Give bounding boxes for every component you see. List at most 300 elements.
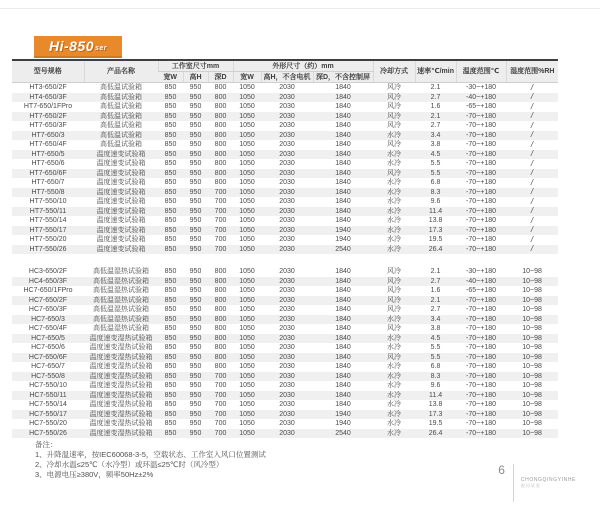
cell-ext-width: 1050 bbox=[239, 315, 255, 323]
cell-humidity-range: / bbox=[530, 225, 534, 235]
cell-ext-width: 1050 bbox=[239, 150, 255, 158]
cell-ext-height: 2030 bbox=[279, 315, 295, 323]
table-row bbox=[12, 296, 558, 306]
header-humidity-range: 湿度范围%RH bbox=[506, 60, 558, 83]
cell-model: HT7-550/20 bbox=[29, 236, 67, 244]
cell-model: HT7-550/11 bbox=[29, 207, 67, 215]
cell-product-name: 温度速变试验箱 bbox=[96, 169, 146, 177]
cell-temp-range: -70~+180 bbox=[466, 188, 497, 196]
cell-cooling-method: 水冷 bbox=[387, 363, 402, 371]
cell-cooling-method: 水冷 bbox=[387, 217, 402, 225]
cell-chamber-width: 850 bbox=[164, 325, 177, 333]
cell-product-name: 温度速变试验箱 bbox=[96, 217, 146, 225]
cell-model: HC4-650/3F bbox=[28, 277, 68, 285]
cell-ext-width: 1050 bbox=[239, 391, 255, 399]
cell-chamber-height: 950 bbox=[189, 268, 202, 276]
footnotes-title: 备注： bbox=[35, 440, 58, 449]
cell-chamber-width: 850 bbox=[164, 344, 177, 352]
cell-temp-range: -70~+180 bbox=[466, 122, 497, 130]
cell-ext-width: 1050 bbox=[239, 103, 255, 111]
cell-chamber-width: 850 bbox=[164, 353, 177, 361]
table-row bbox=[12, 267, 558, 277]
cell-chamber-width: 850 bbox=[164, 287, 177, 295]
page-number: 6 bbox=[498, 463, 505, 477]
cell-chamber-height: 950 bbox=[189, 287, 202, 295]
cell-chamber-width: 850 bbox=[164, 122, 177, 130]
table-row bbox=[12, 178, 558, 188]
cell-rate: 3.8 bbox=[430, 325, 441, 333]
cell-model: HC7-550/26 bbox=[29, 429, 67, 437]
cell-ext-height: 2030 bbox=[279, 141, 295, 149]
cell-model: HT7-550/17 bbox=[29, 226, 67, 234]
cell-ext-width: 1050 bbox=[239, 226, 255, 234]
cell-product-name: 温度速变试验箱 bbox=[96, 207, 146, 215]
cell-humidity-range: 10~98 bbox=[522, 325, 542, 333]
cell-temp-range: -40~+180 bbox=[466, 277, 497, 285]
cell-cooling-method: 风冷 bbox=[387, 122, 402, 130]
cell-temp-range: -40~+180 bbox=[466, 93, 497, 101]
cell-model: HT7-650/6F bbox=[29, 169, 67, 177]
cell-ext-depth: 1840 bbox=[335, 103, 351, 111]
cell-product-name: 高低温试验箱 bbox=[100, 131, 142, 139]
cell-cooling-method: 水冷 bbox=[387, 344, 402, 352]
cell-model: HC7-550/10 bbox=[29, 382, 67, 390]
cell-ext-width: 1050 bbox=[239, 363, 255, 371]
cell-product-name: 高低温湿热试验箱 bbox=[93, 306, 149, 314]
cell-chamber-depth: 700 bbox=[214, 207, 227, 215]
cell-chamber-depth: 800 bbox=[214, 296, 227, 304]
cell-humidity-range: / bbox=[530, 178, 534, 187]
cell-model: HT3-650/2F bbox=[29, 84, 67, 92]
cell-chamber-height: 950 bbox=[189, 150, 202, 158]
cell-chamber-depth: 700 bbox=[214, 410, 227, 418]
cell-temp-range: -70~+180 bbox=[466, 325, 497, 333]
cell-model: HT7-550/8 bbox=[31, 188, 65, 196]
cell-temp-range: -70~+180 bbox=[466, 141, 497, 149]
table-row bbox=[12, 207, 558, 217]
cell-chamber-width: 850 bbox=[164, 315, 177, 323]
cell-rate: 5.5 bbox=[430, 353, 441, 361]
cell-rate: 3.4 bbox=[430, 315, 441, 323]
cell-model: HC7-550/8 bbox=[31, 372, 65, 380]
table-row bbox=[12, 150, 558, 160]
cell-ext-depth: 1840 bbox=[335, 207, 351, 215]
cell-chamber-depth: 800 bbox=[214, 353, 227, 361]
cell-cooling-method: 水冷 bbox=[387, 131, 402, 139]
cell-cooling-method: 风冷 bbox=[387, 287, 402, 295]
cell-ext-width: 1050 bbox=[239, 410, 255, 418]
cell-cooling-method: 风冷 bbox=[387, 112, 402, 120]
cell-ext-height: 2030 bbox=[279, 353, 295, 361]
cell-model: HT7-650/4F bbox=[29, 141, 67, 149]
header-chamber-depth: 深D bbox=[208, 72, 233, 83]
cell-chamber-width: 850 bbox=[164, 141, 177, 149]
cell-ext-depth: 1840 bbox=[335, 217, 351, 225]
cell-product-name: 温度速变试验箱 bbox=[96, 179, 146, 187]
cell-cooling-method: 水冷 bbox=[387, 315, 402, 323]
page-footer bbox=[498, 464, 576, 502]
cell-ext-depth: 1840 bbox=[335, 93, 351, 101]
table-header bbox=[12, 60, 558, 83]
cell-model: HC7-650/6F bbox=[28, 353, 68, 361]
cell-ext-width: 1050 bbox=[239, 160, 255, 168]
cell-temp-range: -70~+180 bbox=[466, 382, 497, 390]
cell-ext-depth: 2540 bbox=[335, 429, 351, 437]
cell-ext-depth: 1840 bbox=[335, 150, 351, 158]
cell-rate: 26.4 bbox=[428, 245, 443, 253]
cell-chamber-height: 950 bbox=[189, 306, 202, 314]
cell-chamber-width: 850 bbox=[164, 84, 177, 92]
cell-chamber-width: 850 bbox=[164, 236, 177, 244]
cell-ext-height: 2030 bbox=[279, 217, 295, 225]
cell-ext-height: 2030 bbox=[279, 287, 295, 295]
cell-model: HT7-550/26 bbox=[29, 245, 67, 253]
cell-ext-height: 2030 bbox=[279, 188, 295, 196]
cell-humidity-range: 10~98 bbox=[522, 277, 542, 285]
cell-model: HC7-650/3F bbox=[28, 306, 68, 314]
cell-cooling-method: 风冷 bbox=[387, 306, 402, 314]
cell-rate: 17.3 bbox=[428, 410, 443, 418]
cell-ext-width: 1050 bbox=[239, 141, 255, 149]
table-row bbox=[12, 315, 558, 325]
spec-table-container bbox=[12, 59, 558, 438]
cell-model: HT7-650/3F bbox=[29, 122, 67, 130]
cell-chamber-height: 950 bbox=[189, 169, 202, 177]
cell-chamber-width: 850 bbox=[164, 429, 177, 437]
table-row bbox=[12, 93, 558, 103]
cell-humidity-range: 10~98 bbox=[522, 420, 542, 428]
cell-ext-depth: 1840 bbox=[335, 160, 351, 168]
cell-ext-height: 2030 bbox=[279, 160, 295, 168]
cell-ext-width: 1050 bbox=[239, 245, 255, 253]
table-row bbox=[12, 226, 558, 236]
cell-humidity-range: 10~98 bbox=[522, 268, 542, 276]
cell-temp-range: -70~+180 bbox=[466, 131, 497, 139]
cell-model: HC7-650/7 bbox=[31, 363, 65, 371]
cell-chamber-depth: 700 bbox=[214, 391, 227, 399]
cell-temp-range: -70~+180 bbox=[466, 236, 497, 244]
cell-chamber-depth: 700 bbox=[214, 198, 227, 206]
cell-product-name: 温度速变湿热试验箱 bbox=[89, 429, 153, 437]
cell-product-name: 温度速变试验箱 bbox=[96, 245, 146, 253]
cell-ext-width: 1050 bbox=[239, 169, 255, 177]
cell-cooling-method: 风冷 bbox=[387, 325, 402, 333]
cell-chamber-height: 950 bbox=[189, 207, 202, 215]
cell-rate: 3.4 bbox=[430, 131, 441, 139]
cell-product-name: 温度速变试验箱 bbox=[96, 236, 146, 244]
table-row bbox=[12, 131, 558, 141]
cell-ext-depth: 1840 bbox=[335, 306, 351, 314]
cell-ext-width: 1050 bbox=[239, 84, 255, 92]
cell-cooling-method: 水冷 bbox=[387, 429, 402, 437]
cell-ext-depth: 1840 bbox=[335, 179, 351, 187]
cell-temp-range: -70~+180 bbox=[466, 198, 497, 206]
cell-humidity-range: / bbox=[530, 197, 534, 206]
cell-temp-range: -65~+180 bbox=[466, 287, 497, 295]
table-row bbox=[12, 324, 558, 334]
cell-model: HC7-550/17 bbox=[29, 410, 67, 418]
cell-ext-depth: 1940 bbox=[335, 226, 351, 234]
cell-humidity-range: 10~98 bbox=[522, 334, 542, 342]
cell-model: HT7-650/1FPro bbox=[23, 103, 73, 111]
cell-humidity-range: / bbox=[530, 102, 534, 111]
cell-temp-range: -70~+180 bbox=[466, 401, 497, 409]
cell-humidity-range: / bbox=[530, 140, 534, 149]
cell-chamber-depth: 700 bbox=[214, 236, 227, 244]
cell-temp-range: -70~+180 bbox=[466, 391, 497, 399]
cell-temp-range: -70~+180 bbox=[466, 372, 497, 380]
cell-humidity-range: 10~98 bbox=[522, 401, 542, 409]
cell-humidity-range: 10~98 bbox=[522, 287, 542, 295]
cell-product-name: 高低温湿热试验箱 bbox=[93, 325, 149, 333]
cell-humidity-range: 10~98 bbox=[522, 306, 542, 314]
cell-ext-width: 1050 bbox=[239, 344, 255, 352]
cell-chamber-depth: 800 bbox=[214, 344, 227, 352]
cell-rate: 6.8 bbox=[430, 179, 441, 187]
cell-chamber-height: 950 bbox=[189, 84, 202, 92]
cell-product-name: 温度速变试验箱 bbox=[96, 226, 146, 234]
cell-chamber-height: 950 bbox=[189, 391, 202, 399]
brand-subtitle: 银河试验 bbox=[520, 483, 541, 488]
cell-humidity-range: / bbox=[530, 111, 534, 121]
footnote-item: 3、电源电压≥380V，频率50Hz±2% bbox=[35, 470, 154, 479]
cell-chamber-width: 850 bbox=[164, 217, 177, 225]
cell-temp-range: -70~+180 bbox=[466, 160, 497, 168]
cell-chamber-height: 950 bbox=[189, 160, 202, 168]
cell-chamber-width: 850 bbox=[164, 226, 177, 234]
table-row bbox=[12, 305, 558, 315]
cell-chamber-depth: 800 bbox=[214, 141, 227, 149]
cell-ext-height: 2030 bbox=[279, 334, 295, 342]
cell-product-name: 温度速变湿热试验箱 bbox=[89, 410, 153, 418]
cell-humidity-range: 10~98 bbox=[522, 296, 542, 304]
cell-product-name: 温度速变湿热试验箱 bbox=[89, 363, 153, 371]
cell-product-name: 高低温试验箱 bbox=[100, 84, 142, 92]
cell-chamber-depth: 700 bbox=[214, 420, 227, 428]
cell-ext-depth: 1840 bbox=[335, 353, 351, 361]
cell-humidity-range: / bbox=[530, 206, 534, 216]
cell-ext-depth: 1840 bbox=[335, 84, 351, 92]
cell-chamber-height: 950 bbox=[189, 420, 202, 428]
cell-ext-height: 2030 bbox=[279, 169, 295, 177]
cell-ext-depth: 2540 bbox=[335, 245, 351, 253]
cell-cooling-method: 水冷 bbox=[387, 245, 402, 253]
cell-cooling-method: 风冷 bbox=[387, 296, 402, 304]
cell-ext-width: 1050 bbox=[239, 287, 255, 295]
cell-chamber-depth: 800 bbox=[214, 268, 227, 276]
cell-chamber-height: 950 bbox=[189, 112, 202, 120]
cell-chamber-depth: 700 bbox=[214, 401, 227, 409]
cell-chamber-depth: 800 bbox=[214, 122, 227, 130]
cell-chamber-width: 850 bbox=[164, 277, 177, 285]
cell-rate: 2.1 bbox=[430, 296, 441, 304]
cell-chamber-height: 950 bbox=[189, 296, 202, 304]
cell-chamber-depth: 700 bbox=[214, 429, 227, 437]
cell-ext-height: 2030 bbox=[279, 150, 295, 158]
cell-rate: 19.5 bbox=[428, 420, 443, 428]
table-row bbox=[12, 362, 558, 372]
cell-rate: 4.5 bbox=[430, 334, 441, 342]
table-row bbox=[12, 245, 558, 255]
cell-ext-height: 2030 bbox=[279, 103, 295, 111]
cell-ext-width: 1050 bbox=[239, 188, 255, 196]
group-separator bbox=[12, 254, 558, 267]
cell-ext-width: 1050 bbox=[239, 429, 255, 437]
cell-rate: 11.4 bbox=[428, 391, 443, 399]
cell-ext-depth: 1840 bbox=[335, 391, 351, 399]
cell-chamber-height: 950 bbox=[189, 344, 202, 352]
cell-model: HC7-550/20 bbox=[29, 420, 67, 428]
cell-chamber-width: 850 bbox=[164, 93, 177, 101]
cell-chamber-height: 950 bbox=[189, 363, 202, 371]
footnote-item: 1、升降温速率，按IEC60068-3-5，空载状态、工作室入风口位置测试 bbox=[35, 450, 266, 459]
cell-model: HC7-550/11 bbox=[29, 391, 67, 399]
cell-product-name: 高低温试验箱 bbox=[100, 112, 142, 120]
cell-ext-depth: 1840 bbox=[335, 372, 351, 380]
cell-chamber-height: 950 bbox=[189, 334, 202, 342]
header-chamber-size-group: 工作室尺寸mm bbox=[158, 60, 233, 72]
cell-product-name: 高低温试验箱 bbox=[100, 103, 142, 111]
cell-chamber-width: 850 bbox=[164, 207, 177, 215]
cell-chamber-depth: 800 bbox=[214, 363, 227, 371]
cell-rate: 13.8 bbox=[428, 217, 443, 225]
cell-rate: 9.6 bbox=[430, 198, 441, 206]
cell-product-name: 温度速变湿热试验箱 bbox=[89, 353, 153, 361]
cell-ext-height: 2030 bbox=[279, 93, 295, 101]
cell-chamber-width: 850 bbox=[164, 245, 177, 253]
cell-ext-depth: 1840 bbox=[335, 188, 351, 196]
cell-model: HT7-550/10 bbox=[29, 198, 67, 206]
cell-chamber-depth: 800 bbox=[214, 315, 227, 323]
cell-rate: 17.3 bbox=[428, 226, 443, 234]
cell-rate: 1.6 bbox=[430, 103, 441, 111]
cell-chamber-depth: 800 bbox=[214, 277, 227, 285]
cell-chamber-width: 850 bbox=[164, 334, 177, 342]
cell-chamber-width: 850 bbox=[164, 363, 177, 371]
cell-chamber-width: 850 bbox=[164, 372, 177, 380]
cell-chamber-width: 850 bbox=[164, 420, 177, 428]
table-row bbox=[12, 235, 558, 245]
cell-rate: 5.5 bbox=[430, 169, 441, 177]
cell-product-name: 温度速变试验箱 bbox=[96, 150, 146, 158]
cell-rate: 5.5 bbox=[430, 344, 441, 352]
cell-ext-width: 1050 bbox=[239, 353, 255, 361]
table-row bbox=[12, 381, 558, 391]
cell-product-name: 高低温湿热试验箱 bbox=[93, 268, 149, 276]
cell-product-name: 高低温湿热试验箱 bbox=[93, 315, 149, 323]
cell-ext-depth: 1840 bbox=[335, 334, 351, 342]
table-row bbox=[12, 121, 558, 131]
cell-chamber-width: 850 bbox=[164, 112, 177, 120]
cell-rate: 2.7 bbox=[430, 277, 441, 285]
cell-temp-range: -70~+180 bbox=[466, 169, 497, 177]
cell-cooling-method: 水冷 bbox=[387, 150, 402, 158]
cell-chamber-height: 950 bbox=[189, 277, 202, 285]
cell-rate: 2.1 bbox=[430, 112, 441, 120]
cell-ext-depth: 1840 bbox=[335, 169, 351, 177]
cell-temp-range: -70~+180 bbox=[466, 150, 497, 158]
table-row bbox=[12, 83, 558, 93]
cell-ext-width: 1050 bbox=[239, 277, 255, 285]
cell-chamber-width: 850 bbox=[164, 188, 177, 196]
cell-chamber-depth: 700 bbox=[214, 217, 227, 225]
page-top-rule bbox=[0, 8, 600, 9]
cell-rate: 8.3 bbox=[430, 188, 441, 196]
cell-chamber-width: 850 bbox=[164, 103, 177, 111]
cell-humidity-range: 10~98 bbox=[522, 372, 542, 380]
cell-ext-depth: 1840 bbox=[335, 401, 351, 409]
header-ext-width: 宽W bbox=[233, 72, 261, 83]
cell-cooling-method: 风冷 bbox=[387, 84, 402, 92]
cell-ext-height: 2030 bbox=[279, 84, 295, 92]
cell-chamber-height: 950 bbox=[189, 245, 202, 253]
cell-rate: 19.5 bbox=[428, 236, 443, 244]
cell-model: HC3-650/2F bbox=[28, 268, 68, 276]
cell-model: HC7-650/1FPro bbox=[23, 287, 73, 295]
cell-rate: 2.1 bbox=[430, 84, 441, 92]
cell-chamber-height: 950 bbox=[189, 226, 202, 234]
cell-cooling-method: 风冷 bbox=[387, 141, 402, 149]
cell-ext-width: 1050 bbox=[239, 372, 255, 380]
cell-rate: 9.6 bbox=[430, 382, 441, 390]
cell-ext-width: 1050 bbox=[239, 93, 255, 101]
cell-cooling-method: 风冷 bbox=[387, 268, 402, 276]
cell-ext-width: 1050 bbox=[239, 217, 255, 225]
cell-chamber-width: 850 bbox=[164, 296, 177, 304]
cell-humidity-range: / bbox=[530, 187, 534, 197]
brand-name: CHONGQINGYINHE bbox=[520, 477, 576, 483]
cell-chamber-height: 950 bbox=[189, 410, 202, 418]
cell-rate: 2.1 bbox=[430, 268, 441, 276]
cell-cooling-method: 水冷 bbox=[387, 179, 402, 187]
cell-model: HC7-550/14 bbox=[29, 401, 67, 409]
cell-product-name: 温度速变湿热试验箱 bbox=[89, 344, 153, 352]
cell-ext-height: 2030 bbox=[279, 179, 295, 187]
cell-chamber-depth: 800 bbox=[214, 103, 227, 111]
cell-cooling-method: 水冷 bbox=[387, 160, 402, 168]
cell-chamber-height: 950 bbox=[189, 179, 202, 187]
table-row bbox=[12, 188, 558, 198]
cell-chamber-width: 850 bbox=[164, 268, 177, 276]
cell-model: HC7-650/6 bbox=[31, 344, 65, 352]
header-ext-depth: 深D，不含控制屏 bbox=[313, 72, 373, 83]
cell-temp-range: -70~+180 bbox=[466, 363, 497, 371]
cell-temp-range: -30~+180 bbox=[466, 268, 497, 276]
table-row bbox=[12, 419, 558, 429]
cell-cooling-method: 水冷 bbox=[387, 372, 402, 380]
cell-ext-depth: 1840 bbox=[335, 268, 351, 276]
cell-temp-range: -70~+180 bbox=[466, 245, 497, 253]
cell-chamber-depth: 800 bbox=[214, 84, 227, 92]
cell-cooling-method: 风冷 bbox=[387, 169, 402, 177]
cell-ext-depth: 1840 bbox=[335, 325, 351, 333]
cell-humidity-range: / bbox=[530, 92, 534, 102]
cell-cooling-method: 水冷 bbox=[387, 188, 402, 196]
cell-chamber-depth: 700 bbox=[214, 382, 227, 390]
cell-humidity-range: 10~98 bbox=[522, 382, 542, 390]
cell-chamber-depth: 800 bbox=[214, 334, 227, 342]
cell-product-name: 高低温湿热试验箱 bbox=[93, 287, 149, 295]
cell-chamber-height: 950 bbox=[189, 236, 202, 244]
cell-ext-height: 2030 bbox=[279, 410, 295, 418]
cell-ext-height: 2030 bbox=[279, 296, 295, 304]
cell-ext-depth: 1840 bbox=[335, 382, 351, 390]
cell-model: HT7-650/7 bbox=[31, 179, 65, 187]
cell-ext-width: 1050 bbox=[239, 207, 255, 215]
cell-ext-height: 2030 bbox=[279, 226, 295, 234]
cell-humidity-range: 10~98 bbox=[522, 410, 542, 418]
cell-product-name: 温度速变试验箱 bbox=[96, 160, 146, 168]
